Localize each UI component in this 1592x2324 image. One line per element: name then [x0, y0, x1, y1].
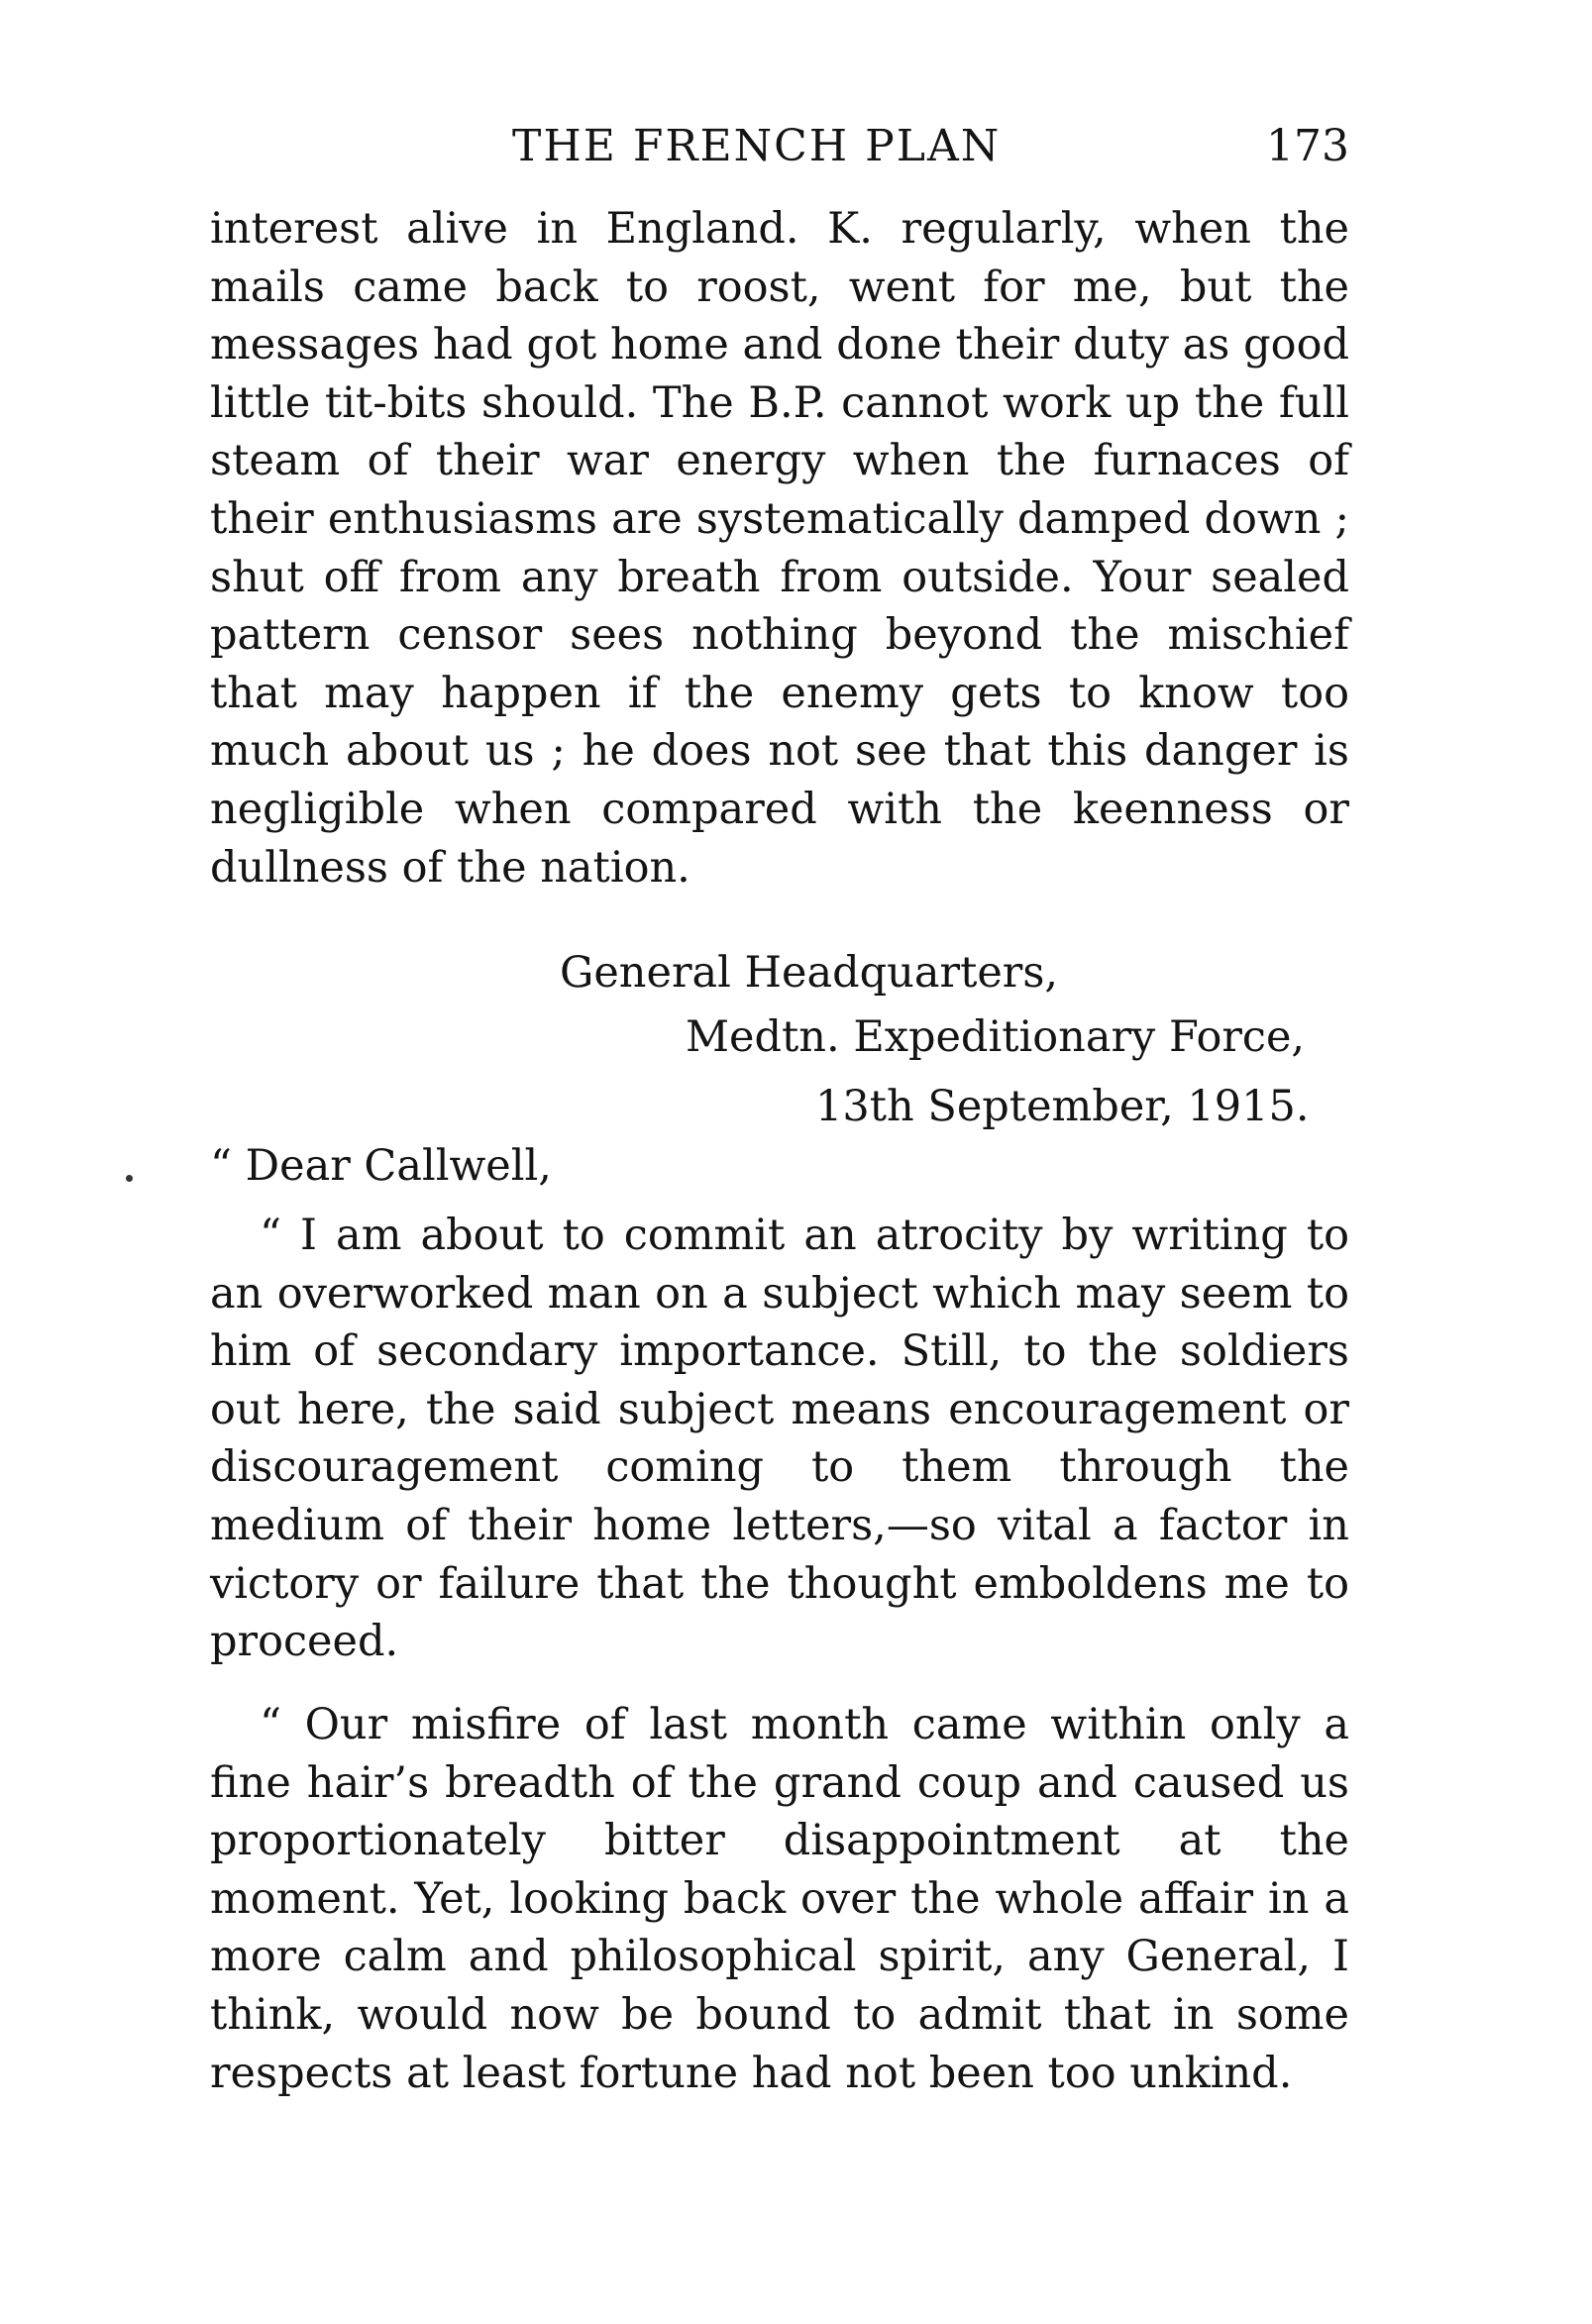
- paragraph-text: “ Our misfire of last month came within only a fine hair’s breadth of the grand coup and caused us proportionately bitter disappointment at the moment. Yet, looking back over the whole affair in a more calm and philosophical spirit, any General, I think, would now be bound to admit that in some respects at least fortune had not been too unkind.: [210, 1700, 1349, 2098]
- letter-paragraph-1: [210, 1207, 1349, 1671]
- letter-paragraph-2: [210, 1696, 1349, 2102]
- paragraph-text: “ I am about to commit an atrocity by writing to an overworked man on a subject which may seem to him of secondary importance. Still, to the soldiers out here, the said subject means encouragement or discouragement coming to them through the medium of their home letters,—so vital a factor in victory or failure that the thought emboldens me to proceed.: [210, 1211, 1349, 1667]
- running-head: [210, 117, 1349, 176]
- page-number: 173: [1266, 121, 1349, 171]
- letter-salutation: “ Dear Callwell,: [210, 1141, 552, 1191]
- letter-address-line-1: General Headquarters,: [560, 948, 1059, 998]
- margin-mark: [126, 1175, 133, 1182]
- letter-date: 13th September, 1915.: [815, 1082, 1310, 1131]
- continuation-paragraph: [210, 200, 1349, 897]
- running-title: THE FRENCH PLAN: [512, 121, 1002, 171]
- paragraph-text: interest alive in England. K. regularly, when the mails came back to roost, went for me, but the messages had got home and done their duty as good little tit-bits should. The B.P. cannot work up the full steam of their war energy when the furnaces of their enthusiasms are systematically damped down ; shut off from any breath from outside. Your sealed pattern censor sees nothing beyond the mischief that may happen if the enemy gets to know too much about us ; he does not see that this danger is negligible when compared with the keenness or dullness of the nation.: [210, 204, 1349, 893]
- letter-address-line-2: Medtn. Expeditionary Force,: [686, 1012, 1306, 1062]
